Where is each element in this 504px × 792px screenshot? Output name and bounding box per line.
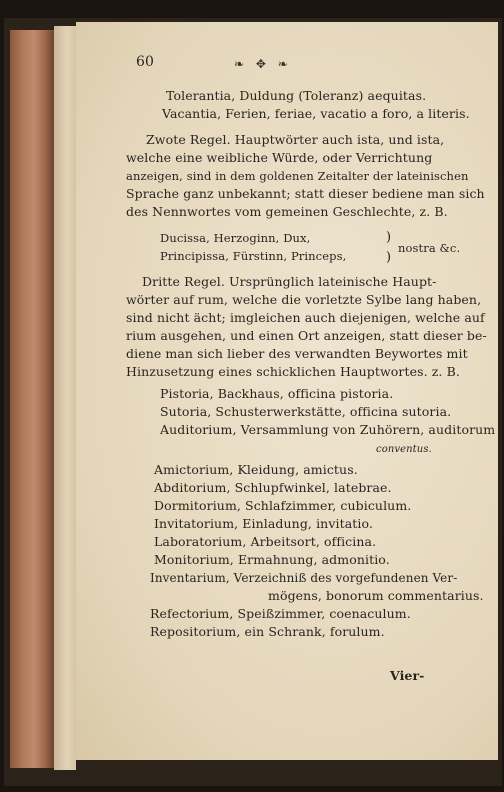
brace-icon: ) [386,230,392,245]
example-line: Principissa, Fürstinn, Princeps, [160,249,347,263]
example-line: Amictorium, Kleidung, amictus. [154,462,358,477]
text-line: diene man sich lieber des verwandten Beywortes mit [126,346,468,361]
example-line: Inventarium, Verzeichniß des vorgefundenen Ver- [150,571,458,585]
text-line: Vacantia, Ferien, feriae, vacatio a foro, a literis. [162,106,470,121]
catchword: Vier- [390,668,425,683]
example-line: conventus. [376,444,432,455]
text-line: anzeigen, sind in dem goldenen Zeitalter der lateinischen [126,169,469,183]
example-line: Dormitorium, Schlafzimmer, cubiculum. [154,498,412,513]
example-line: Sutoria, Schusterwerkstätte, officina sutoria. [160,404,452,419]
example-line: Abditorium, Schlupfwinkel, latebrae. [154,480,392,495]
text-line: Dritte Regel. Ursprünglich lateinische Haupt- [142,274,437,289]
example-line: Ducissa, Herzoginn, Dux, [160,231,311,245]
text-line: rium ausgehen, und einen Ort anzeigen, statt dieser be- [126,328,487,343]
text-line: Hinzusetzung eines schicklichen Hauptwortes. z. B. [126,364,460,379]
book-page [76,22,498,760]
example-line: mögens, bonorum commentarius. [268,588,484,603]
example-line: nostra &c. [398,241,461,255]
text-line: Zwote Regel. Hauptwörter auch ista, und ista, [146,132,445,147]
example-line: Auditorium, Versammlung von Zuhörern, auditorum [160,422,496,437]
text-line: Sprache ganz unbekannt; statt dieser bediene man sich [126,186,485,201]
example-line: Repositorium, ein Schrank, forulum. [150,624,385,639]
example-line: Monitorium, Ermahnung, admonitio. [154,552,390,567]
text-line: sind nicht ächt; imgleichen auch diejenigen, welche auf [126,310,485,325]
example-line: Pistoria, Backhaus, officina pistoria. [160,386,394,401]
example-line: Refectorium, Speißzimmer, coenaculum. [150,606,411,621]
text-line: welche eine weibliche Würde, oder Verrichtung [126,150,433,165]
page-number: 60 [136,54,155,70]
text-line: wörter auf rum, welche die vorletzte Sylbe lang haben, [126,292,482,307]
example-line: Invitatorium, Einladung, invitatio. [154,516,373,531]
header-ornament: ❧ ✥ ❧ [234,57,292,71]
brace-icon: ) [386,250,392,265]
example-line: Laboratorium, Arbeitsort, officina. [154,534,377,549]
text-line: Tolerantia, Duldung (Toleranz) aequitas. [166,88,427,103]
page-edge-stack [10,30,55,768]
page-gutter [54,26,76,770]
text-line: des Nennwortes vom gemeinen Geschlechte, z. B. [126,204,448,219]
